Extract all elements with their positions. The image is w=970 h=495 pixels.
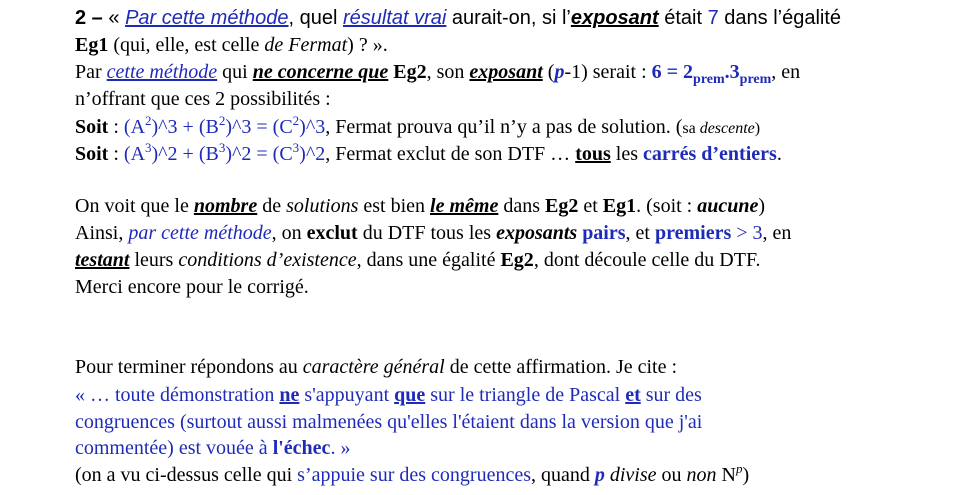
exclut-term: exclut	[306, 222, 358, 244]
link-par-cette-methode: Par cette méthode	[125, 7, 289, 29]
superscript: 2	[292, 113, 300, 128]
text: (	[542, 61, 555, 83]
text: et	[578, 195, 603, 217]
paragraph-2-line-1	[75, 194, 765, 219]
paragraph-3-line-5	[75, 463, 749, 488]
text: du DTF tous les	[357, 222, 497, 244]
text: commentée) est vouée à	[75, 437, 273, 459]
text: était	[658, 7, 708, 29]
subscript: prem	[739, 72, 772, 87]
text: )	[754, 120, 761, 137]
text: , quel	[288, 7, 343, 29]
superscript: 3	[145, 140, 152, 155]
que-term: que	[394, 384, 426, 406]
paragraph-1-line-1	[75, 60, 800, 85]
eg2-label: Eg2	[500, 249, 534, 271]
text: (qui, elle, est celle	[108, 34, 265, 56]
carres-entiers: carrés d’entiers	[642, 143, 777, 165]
superscript: 3	[292, 140, 300, 155]
text: , on	[271, 222, 307, 244]
text: Par	[75, 61, 107, 83]
question-line-1	[75, 6, 841, 31]
text: N	[716, 464, 736, 486]
exposant-term: exposant	[469, 61, 543, 83]
text: )^2 = (C	[225, 143, 293, 165]
tous-text: tous	[575, 143, 611, 165]
solutions-term: solutions	[286, 195, 359, 217]
text: de	[257, 195, 287, 217]
text: , en	[762, 222, 792, 244]
text: sur le triangle de Pascal	[425, 384, 626, 406]
text: , Fermat prouva qu’il n’y a pas de solution. (	[325, 116, 683, 138]
text: Pour terminer répondons au	[75, 356, 303, 378]
text: (on a vu ci-dessus celle qui	[75, 464, 298, 486]
text: (A	[123, 143, 146, 165]
paragraph-1-line-2	[75, 87, 331, 112]
text: « … toute démonstration	[75, 384, 280, 406]
pairs-term: pairs	[582, 222, 626, 244]
link-cette-methode: cette méthode	[106, 61, 218, 83]
link-resultat-vrai: résultat vrai	[342, 7, 447, 29]
text: , et	[625, 222, 655, 244]
fermat-text: de Fermat	[264, 34, 348, 56]
text: :	[108, 116, 124, 138]
eg2-label: Eg2	[545, 195, 579, 217]
text: ) ? ».	[347, 34, 388, 56]
text: , Fermat exclut de son DTF …	[325, 143, 576, 165]
eg2-label: Eg2	[393, 61, 427, 83]
formula-cubes	[123, 113, 326, 138]
question-number: 2 –	[75, 7, 103, 29]
text: (A	[123, 116, 146, 138]
text: , dont découle celle du DTF.	[533, 249, 761, 271]
nombre-term: nombre	[193, 195, 258, 217]
descente-text: descente	[699, 120, 755, 137]
text: n’offrant que ces 2 possibilités :	[75, 88, 331, 110]
exposants-term: exposants	[496, 222, 578, 244]
text: )^3 = (C	[225, 116, 293, 138]
divise-term: divise	[609, 464, 657, 486]
text: On voit que le	[75, 195, 194, 217]
eg1-label: Eg1	[602, 195, 637, 217]
ne-concerne-que: ne concerne que	[252, 61, 389, 83]
text: qui	[217, 61, 253, 83]
text: dans	[498, 195, 545, 217]
text: .3	[724, 61, 740, 83]
text: )^3	[299, 116, 326, 138]
text: congruences (surtout aussi malmenées qu'elles l'étaient dans la version que j'ai	[75, 411, 703, 433]
text: )^2 + (B	[151, 143, 219, 165]
paragraph-3-line-1	[75, 355, 677, 380]
text: , dans une égalité	[356, 249, 501, 271]
text: est bien	[358, 195, 431, 217]
formula-6	[651, 61, 772, 87]
text: sur des	[640, 384, 702, 406]
text: )^2	[299, 143, 326, 165]
text: )^3 + (B	[151, 116, 219, 138]
text: les	[610, 143, 643, 165]
non-term: non	[686, 464, 717, 486]
testant-term: testant	[75, 249, 130, 271]
question-line-2	[75, 33, 388, 58]
le-meme-term: le même	[430, 195, 499, 217]
text: , en	[771, 61, 801, 83]
text: de cette affirmation. Je cite :	[444, 356, 678, 378]
superscript: 3	[218, 140, 226, 155]
text: s'appuyant	[299, 384, 395, 406]
text: -1) serait :	[564, 61, 652, 83]
text: > 3	[731, 222, 763, 244]
paragraph-2-line-2	[75, 221, 791, 246]
text: sa	[682, 120, 700, 137]
exposant-term: exposant	[570, 7, 659, 29]
soit-label: Soit	[75, 116, 109, 138]
caractere-general: caractère général	[302, 356, 445, 378]
open-quote: «	[102, 7, 126, 29]
eg1-label: Eg1	[75, 34, 109, 56]
text: , son	[426, 61, 470, 83]
link-par-cette-methode: par cette méthode	[128, 222, 272, 244]
text: . »	[330, 437, 351, 459]
superscript: 2	[145, 113, 152, 128]
text: dans l’égalité	[718, 7, 842, 29]
formula-squares	[123, 140, 326, 165]
et-term: et	[625, 384, 641, 406]
echec-term: l'échec	[272, 437, 331, 459]
text: . (soit :	[636, 195, 698, 217]
text: )	[758, 195, 766, 217]
text: Merci encore pour le corrigé.	[75, 276, 309, 298]
p-variable: p	[554, 61, 565, 83]
p-variable: p	[594, 464, 605, 486]
paragraph-2-line-4	[75, 275, 309, 300]
soit-label: Soit	[75, 143, 109, 165]
paragraph-2-line-3	[75, 248, 760, 273]
quote-line-3	[75, 436, 350, 461]
link-congruences: s’appuie sur des congruences	[297, 464, 531, 486]
text: aurait-on, si l’	[446, 7, 571, 29]
superscript: 2	[218, 113, 226, 128]
text: ou	[656, 464, 687, 486]
ne-term: ne	[279, 384, 300, 406]
text: )	[742, 464, 750, 486]
aucune-term: aucune	[697, 195, 759, 217]
text: .	[776, 143, 782, 165]
premiers-term: premiers	[654, 222, 732, 244]
text: :	[108, 143, 124, 165]
exponent-seven: 7	[707, 7, 719, 29]
soit-line-2	[75, 142, 782, 167]
conditions-existence: conditions d’existence	[178, 249, 357, 271]
superscript: p	[735, 461, 743, 476]
quote-line-2	[75, 410, 702, 435]
soit-line-1	[75, 115, 760, 141]
text: , quand	[530, 464, 595, 486]
text: 6 = 2	[651, 61, 694, 83]
text: Ainsi,	[75, 222, 129, 244]
quote-line-1	[75, 383, 702, 408]
text: leurs	[129, 249, 179, 271]
subscript: prem	[693, 72, 725, 87]
